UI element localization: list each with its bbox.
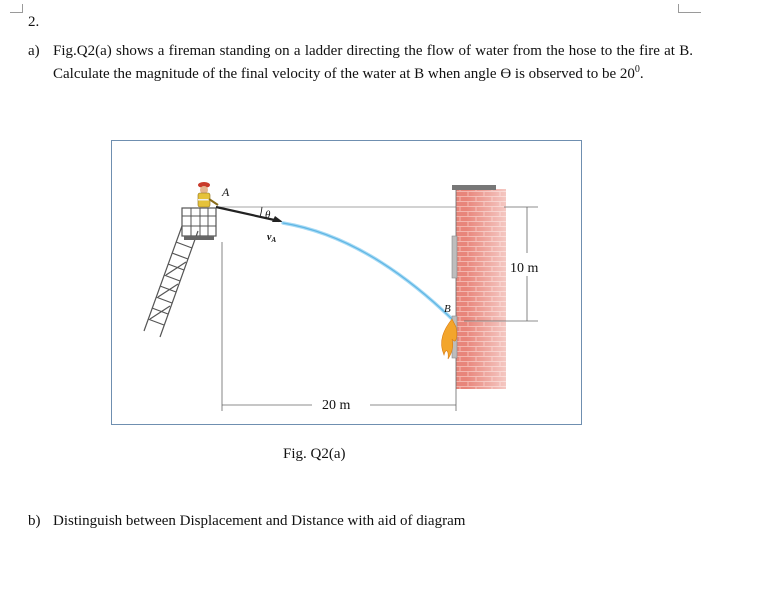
part-a-label: a)	[28, 43, 40, 59]
vertical-distance-label: 10 m	[510, 261, 539, 276]
velocity-label	[267, 232, 276, 244]
point-b-label: B	[444, 303, 451, 315]
point-a-label: A	[222, 185, 230, 199]
horizontal-dimension	[222, 242, 456, 411]
part-a-text-main: Fig.Q2(a) shows a fireman standing on a ladder directing the flow of water from the hose to the fire at B. Calculate the magnitude of the final velocity of the water at B when angle ϴ is observed to be 20	[53, 43, 693, 82]
angle-theta-label: θ	[265, 209, 271, 221]
page-corner-mark-right	[678, 4, 701, 13]
question-number: 2.	[28, 14, 40, 30]
velocity-symbol: v	[267, 232, 272, 243]
velocity-arrow	[216, 207, 283, 222]
part-b-text: Distinguish between Displacement and Distance with aid of diagram	[53, 513, 466, 529]
velocity-subscript: A	[271, 236, 277, 244]
ladder-basket	[182, 208, 216, 240]
brick-wall	[452, 185, 506, 389]
degree-superscript: 0	[634, 64, 640, 75]
water-stream	[283, 223, 452, 319]
figure-caption: Fig. Q2(a)	[283, 446, 346, 462]
horizontal-distance-label: 20 m	[322, 398, 351, 413]
figure-drawing	[112, 141, 581, 424]
figure-q2a	[111, 140, 582, 425]
part-a-text	[53, 40, 693, 86]
page-corner-mark-left	[10, 4, 23, 13]
fireman	[198, 182, 218, 207]
ladder	[144, 226, 198, 337]
angle-arc	[260, 207, 262, 217]
part-b-label: b)	[28, 513, 41, 529]
part-a-text-end: .	[639, 66, 644, 82]
